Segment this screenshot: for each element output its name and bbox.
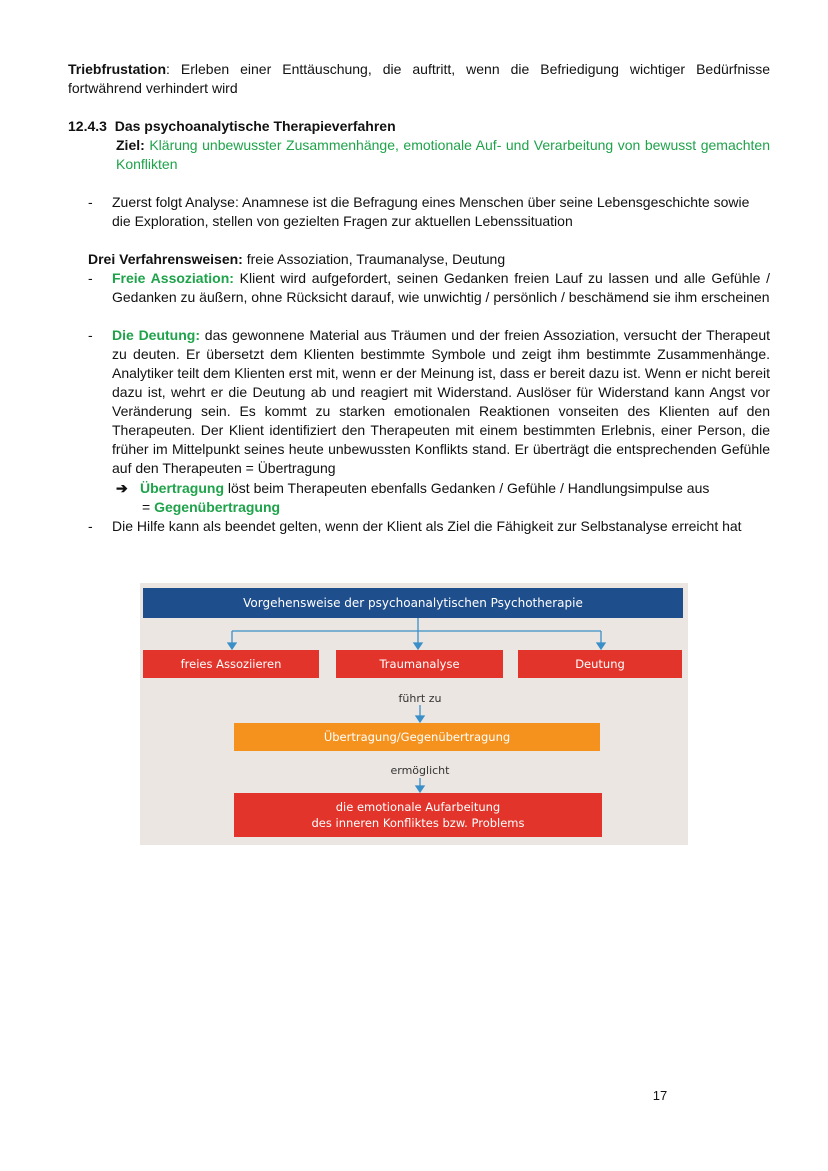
list-dash: - <box>88 270 93 286</box>
arrowhead-icon <box>414 643 422 649</box>
list-item-interpretation <box>88 326 770 478</box>
countertransference-term: Gegenübertragung <box>154 499 281 515</box>
list-dash: - <box>88 518 93 534</box>
methods-text: freie Assoziation, Traumanalyse, Deutung <box>242 251 506 267</box>
analysis-text: Zuerst folgt Analyse: Anamnese ist die Befragung eines Menschen über seine Lebensgeschichte sowie die Exploration, stellen von gezielten Fragen zur aktuellen Lebenssituation <box>112 194 750 229</box>
countertransference-prefix: = <box>142 499 155 515</box>
enables-label: ermöglicht <box>390 764 450 777</box>
method-box-dream-analysis: Traumanalyse <box>336 650 503 678</box>
ending-text: Die Hilfe kann als beendet gelten, wenn der Klient als Ziel die Fähigkeit zur Selbstanalyse erreicht hat <box>112 518 742 534</box>
result-line-2: des inneren Konfliktes bzw. Problems <box>311 816 525 830</box>
section-title: Das psychoanalytische Therapieverfahren <box>114 118 396 134</box>
free-association-paragraph <box>112 269 770 307</box>
methods-label: Drei Verfahrensweisen: <box>88 251 243 267</box>
list-item-free-association <box>88 269 770 307</box>
arrowhead-icon <box>416 716 424 722</box>
arrowhead-icon <box>228 643 236 649</box>
transference-note <box>116 479 770 498</box>
interpretation-text: das gewonnene Material aus Träumen und der freien Assoziation, versucht der Therapeut zu deuten. Er übersetzt dem Klienten bestimmte Symbole und zeigt ihm bestimmte Zusammenhänge. Analytiker teilt dem Klienten erst mit, wenn er der Meinung ist, dass er bereit dazu ist. Wenn er nicht bereit dazu ist, wehrt er die Deutung ab und reagiert mit Widerstand. Auslöser für Widerstand kann Angst vor Veränderung sein. Es kommt zu starken emotionalen Reaktionen vonseiten des Klienten auf den Therapeuten. Der Klient identifiziert den Therapeuten mit einem bestimmten Erlebnis, einer Person, die früher im Mittelpunkt seines heute unbewussten Konflikts stand. Er überträgt die entsprechenden Gefühle auf den Therapeuten = Übertragung <box>112 327 770 476</box>
goal-paragraph <box>116 136 770 174</box>
arrowhead-icon <box>597 643 605 649</box>
page-number: 17 <box>652 1088 668 1103</box>
free-association-label: Freie Assoziation: <box>112 270 234 286</box>
list-item-ending <box>88 517 770 536</box>
transference-text: löst beim Therapeuten ebenfalls Gedanken / Gefühle / Handlungsimpulse aus <box>224 480 710 496</box>
transference-term: Übertragung <box>140 480 224 496</box>
process-diagram <box>140 583 688 845</box>
arrowhead-icon <box>416 786 424 792</box>
method-box-interpretation: Deutung <box>518 650 682 678</box>
interpretation-paragraph <box>112 326 770 478</box>
leads-to-label: führt zu <box>398 692 442 705</box>
method-box-free-association: freies Assoziieren <box>143 650 319 678</box>
free-association-text: Klient wird aufgefordert, seinen Gedanken freien Lauf zu lassen und alle Gefühle / Gedanken zu äußern, ohne Rücksicht darauf, wie unwichtig / persönlich / beschämend sie ihm erscheinen <box>112 270 770 305</box>
countertransference-line <box>142 498 280 517</box>
section-number: 12.4.3 <box>68 118 107 134</box>
diagram-title: Vorgehensweise der psychoanalytischen Psychotherapie <box>143 588 683 618</box>
list-item-analysis <box>88 193 770 231</box>
list-dash: - <box>88 327 93 343</box>
interpretation-label: Die Deutung: <box>112 327 200 343</box>
result-line-1: die emotionale Aufarbeitung <box>335 800 501 814</box>
methods-heading <box>88 250 505 269</box>
goal-label: Ziel: <box>116 137 145 153</box>
section-heading <box>68 117 396 136</box>
definition-text: : Erleben einer Enttäuschung, die auftritt, wenn die Befriedigung wichtiger Bedürfnisse fortwährend verhindert wird <box>68 61 770 96</box>
definition-paragraph <box>68 60 770 98</box>
definition-term: Triebfrustation <box>68 61 167 77</box>
transference-box: Übertragung/Gegenübertragung <box>234 723 600 751</box>
arrow-icon: ➔ <box>116 480 128 496</box>
goal-text: Klärung unbewusster Zusammenhänge, emotionale Auf- und Verarbeitung von bewusst gemachten Konflikten <box>116 137 771 172</box>
list-dash: - <box>88 194 93 210</box>
result-box <box>234 793 602 837</box>
